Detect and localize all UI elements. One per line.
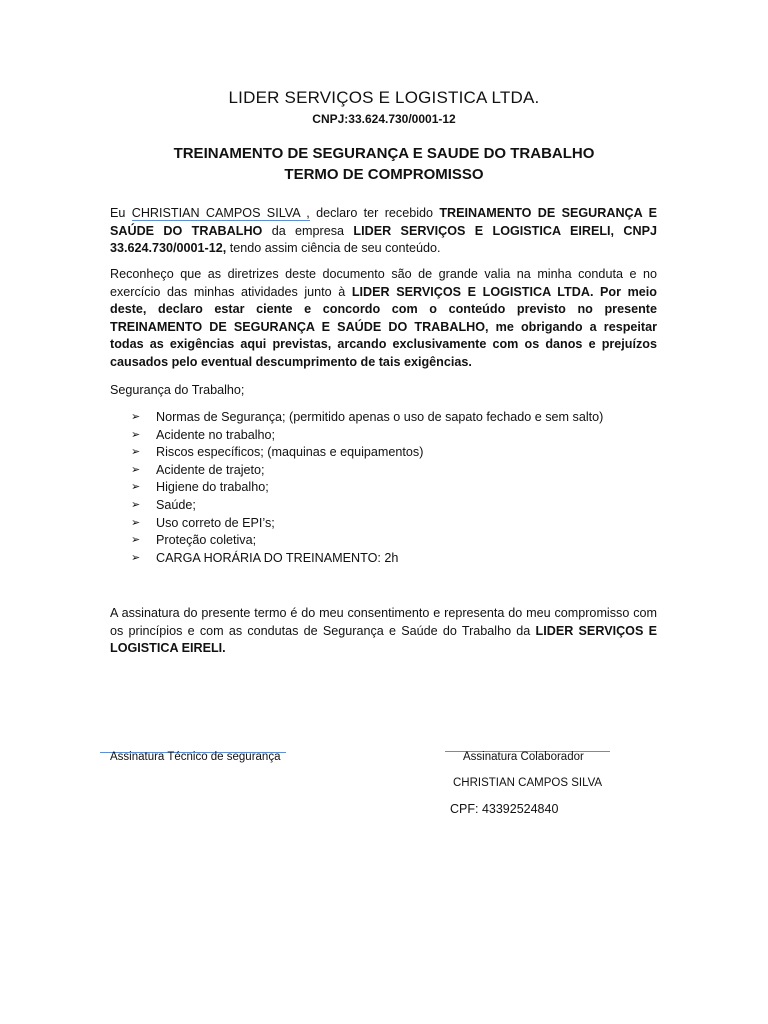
arrow-bullet-icon: ➢ [131,446,141,459]
arrow-bullet-icon: ➢ [131,411,141,423]
list-item-text: Higiene do trabalho; [156,480,269,495]
document-title: TREINAMENTO DE SEGURANÇA E SAUDE DO TRABALHO [173,145,595,162]
list-item [131,532,603,550]
section-label: Segurança do Trabalho; [110,383,245,397]
acknowledgement-paragraph [110,266,657,371]
text-span: da empresa [262,223,354,238]
list-item [131,444,603,462]
list-item [131,515,603,533]
list-item [131,409,603,427]
text-span: tendo assim ciência de seu conteúdo. [226,241,441,255]
arrow-bullet-icon: ➢ [131,481,141,494]
text-span: declaro ter recebido [309,206,440,220]
collaborator-name: CHRISTIAN CAMPOS SILVA [453,777,603,789]
list-item-text: Normas de Segurança; (permitido apenas o uso de sapato fechado e sem salto) [156,410,604,424]
list-item [131,427,603,445]
text-span: A assinatura do presente termo é do meu consentimento e representa do meu compromisso com os princípios e com as condutas de Segurança e Saúde do Trabalho da [110,606,657,638]
arrow-bullet-icon: ➢ [131,428,141,441]
training-name: TREINAMENTO DE SEGURANÇA E SAÚDE DO TRABALHO [110,206,657,238]
topics-list [131,409,603,567]
collaborator-signature-label: Assinatura Colaborador [463,751,584,763]
company-cnpj: CNPJ:33.624.730/0001-12 [312,112,456,126]
list-item-text: Acidente de trajeto; [156,462,265,477]
declaration-paragraph [110,205,657,258]
list-item [131,497,603,515]
list-item-text: CARGA HORÁRIA DO TREINAMENTO: 2h [156,550,399,565]
list-item [131,462,603,480]
list-item [131,550,603,568]
acknowledgement-bold-text: LIDER SERVIÇOS E LOGISTICA LTDA. Por meio deste, declaro estar ciente e concordo com o conteúdo previsto no presente TREINAMENTO DE SEGURANÇA E SAÚDE DO TRABALHO, me obrigando a respeitar todas as exigências aqui previstas, arcando exclusivamente com os danos e prejuízos causados pelo eventual descumprimento de tais exigências. [110,284,657,369]
consent-paragraph [110,605,657,658]
list-item-text: Proteção coletiva; [156,533,257,548]
arrow-bullet-icon: ➢ [131,463,141,476]
document-subtitle: TERMO DE COMPROMISSO [284,166,484,183]
company-reference: LIDER SERVIÇOS E LOGISTICA EIRELI, CNPJ 33.624.730/0001-12, [110,223,657,255]
list-item [131,479,603,497]
arrow-bullet-icon: ➢ [131,516,141,529]
company-name: LIDER SERVIÇOS E LOGISTICA LTDA. [228,88,540,107]
collaborator-cpf: CPF: 43392524840 [450,802,559,816]
list-item-text: Saúde; [156,497,196,512]
arrow-bullet-icon: ➢ [131,551,141,564]
list-item-text: Acidente no trabalho; [156,427,276,442]
text-span: Eu [110,206,132,220]
list-item-text: Riscos específicos; (maquinas e equipamentos) [156,445,424,460]
list-item-text: Uso correto de EPI’s; [156,515,275,530]
arrow-bullet-icon: ➢ [131,498,141,511]
technician-signature-label: Assinatura Técnico de segurança [110,751,281,763]
employee-name: CHRISTIAN CAMPOS SILVA , [131,206,310,220]
text-span: Reconheço que as diretrizes deste documento são de grande valia na minha conduta e no exercício das minhas atividades junto à [110,267,657,299]
arrow-bullet-icon: ➢ [131,534,141,547]
company-reference: LIDER SERVIÇOS E LOGISTICA EIRELI. [110,623,657,655]
